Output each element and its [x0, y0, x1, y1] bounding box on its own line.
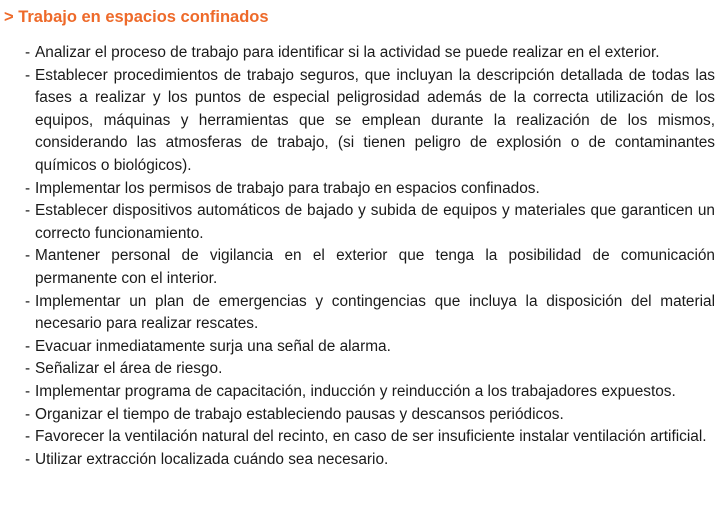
list-item: - Establecer dispositivos automáticos de bajado y subida de equipos y materiales que garanticen un correcto funcionamiento.: [25, 200, 715, 245]
list-item: - Implementar los permisos de trabajo para trabajo en espacios confinados.: [25, 178, 715, 201]
list-item: - Implementar programa de capacitación, inducción y reinducción a los trabajadores expuestos.: [25, 381, 715, 404]
list-item: - Organizar el tiempo de trabajo estableciendo pausas y descansos periódicos.: [25, 404, 715, 427]
list-item: - Establecer procedimientos de trabajo seguros, que incluyan la descripción detallada de todas las fases a realizar y los puntos de especial peligrosidad además de la correcta utilización de los equipos, máquinas y herramientas que se emplean durante la realización de los mismos, considerando las atmosferas de trabajo, (si tienen peligro de explosión o de contaminantes químicos o biológicos).: [25, 65, 715, 178]
section-title: > Trabajo en espacios confinados: [4, 8, 269, 26]
list-item: - Analizar el proceso de trabajo para identificar si la actividad se puede realizar en el exterior.: [25, 42, 715, 65]
list-item: - Implementar un plan de emergencias y contingencias que incluya la disposición del material necesario para realizar rescates.: [25, 291, 715, 336]
list-item: - Favorecer la ventilación natural del recinto, en caso de ser insuficiente instalar ventilación artificial.: [25, 426, 715, 449]
list-item: - Señalizar el área de riesgo.: [25, 358, 715, 381]
measures-list: [4, 42, 724, 471]
list-item: - Utilizar extracción localizada cuándo sea necesario.: [25, 449, 715, 472]
list-item: - Evacuar inmediatamente surja una señal de alarma.: [25, 336, 715, 359]
list-item: - Mantener personal de vigilancia en el exterior que tenga la posibilidad de comunicación permanente con el interior.: [25, 245, 715, 290]
